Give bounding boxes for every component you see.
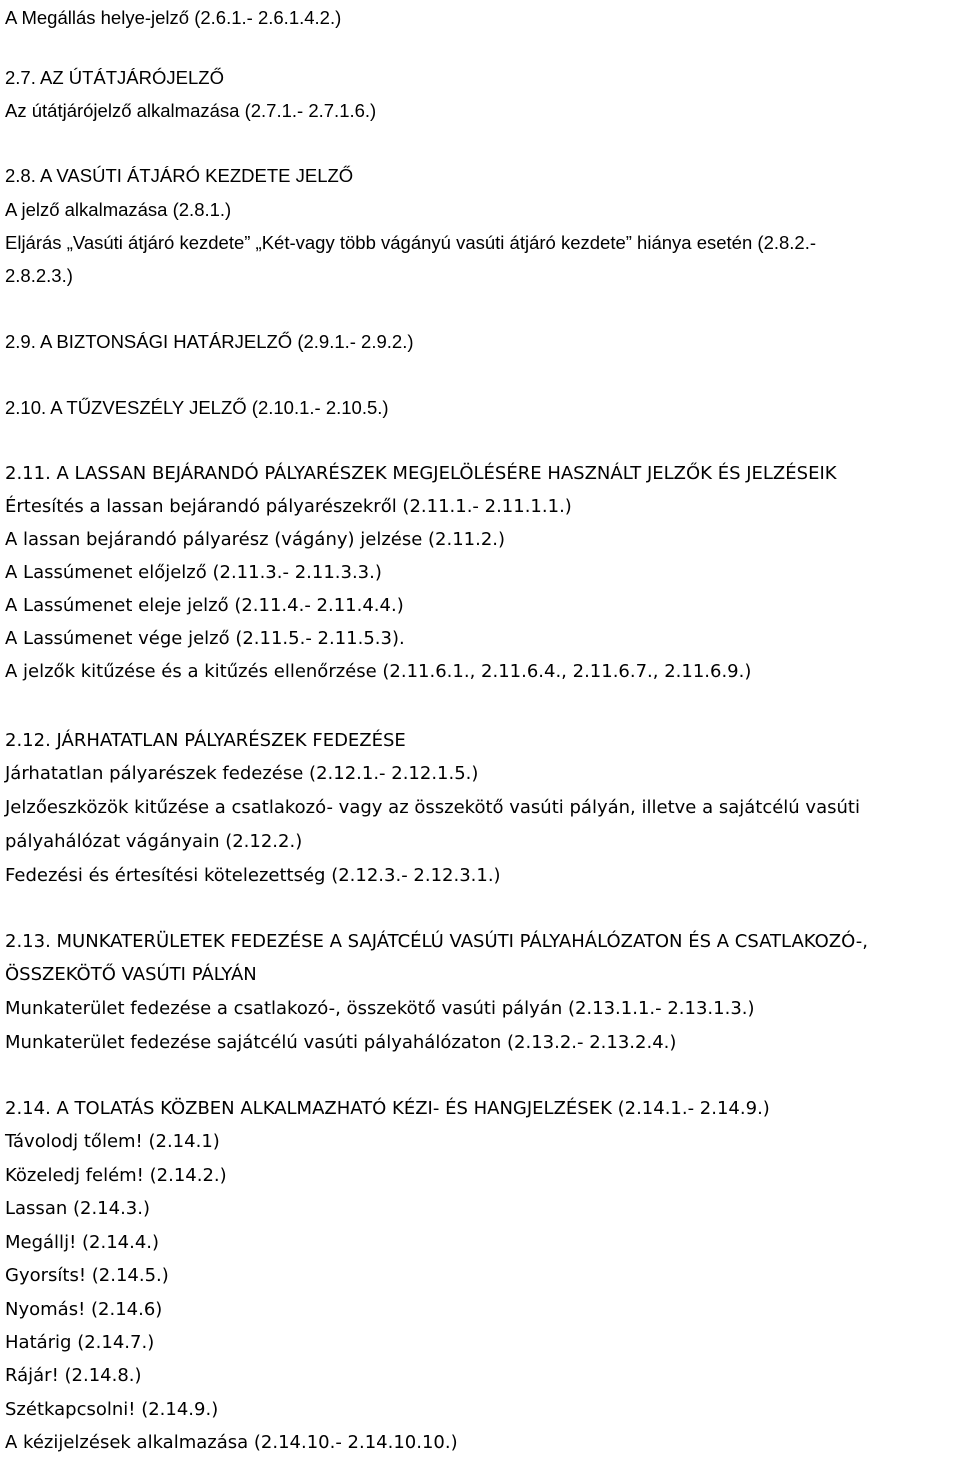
text-line-utatjaro: Az útátjárójelző alkalmazása (2.7.1.- 2.7.1.6.) — [5, 100, 377, 121]
text-line-eljaras-cont: 2.8.2.3.) — [5, 265, 73, 286]
heading-2-12: 2.12. JÁRHATATLAN PÁLYARÉSZEK FEDEZÉSE — [5, 730, 406, 751]
heading-2-11: 2.11. A LASSAN BEJÁRANDÓ PÁLYARÉSZEK MEGJELÖLÉSÉRE HASZNÁLT JELZŐK ÉS JELZÉSEIK — [5, 463, 837, 484]
text-line-munkaterulet-1: Munkaterület fedezése a csatlakozó-, összekötő vasúti pályán (2.13.1.1.- 2.13.1.3.) — [5, 998, 755, 1019]
heading-2-10: 2.10. A TŰZVESZÉLY JELZŐ (2.10.1.- 2.10.5.) — [5, 397, 389, 418]
text-line-vege-jelzo: A Lassúmenet vége jelző (2.11.5.- 2.11.5.3). — [5, 628, 405, 649]
heading-2-8: 2.8. A VASÚTI ÁTJÁRÓ KEZDETE JELZŐ — [5, 165, 354, 186]
text-line-rajar: Rájár! (2.14.8.) — [5, 1365, 142, 1386]
text-line-lassan: Lassan (2.14.3.) — [5, 1198, 150, 1219]
text-line-palyahalozat: pályahálózat vágányain (2.12.2.) — [5, 831, 303, 852]
text-line-tavolodj: Távolodj tőlem! (2.14.1) — [5, 1131, 220, 1152]
text-line-jelzoeszkozok: Jelzőeszközök kitűzése a csatlakozó- vagy az összekötő vasúti pályán, illetve a sajátcélú vasúti — [5, 797, 860, 818]
heading-2-13: 2.13. MUNKATERÜLETEK FEDEZÉSE A SAJÁTCÉLÚ VASÚTI PÁLYAHÁLÓZATON ÉS A CSATLAKOZÓ-, — [5, 931, 868, 952]
text-line-szetkapcsolni: Szétkapcsolni! (2.14.9.) — [5, 1399, 219, 1420]
text-line-fedezesi: Fedezési és értesítési kötelezettség (2.12.3.- 2.12.3.1.) — [5, 865, 501, 886]
text-line-vagany-jelzese: A lassan bejárandó pályarész (vágány) jelzése (2.11.2.) — [5, 529, 506, 550]
text-line-gyorsits: Gyorsíts! (2.14.5.) — [5, 1265, 169, 1286]
heading-2-9: 2.9. A BIZTONSÁGI HATÁRJELZŐ (2.9.1.- 2.9.2.) — [5, 331, 414, 352]
text-line-megallas-helye: A Megállás helye-jelző (2.6.1.- 2.6.1.4.2.) — [5, 7, 342, 28]
text-line-jarhatatlan: Járhatatlan pályarészek fedezése (2.12.1.- 2.12.1.5.) — [5, 763, 479, 784]
heading-2-14: 2.14. A TOLATÁS KÖZBEN ALKALMAZHATÓ KÉZI- ÉS HANGJELZÉSEK (2.14.1.- 2.14.9.) — [5, 1098, 770, 1119]
text-line-megallj: Megállj! (2.14.4.) — [5, 1232, 160, 1253]
text-line-nyomas: Nyomás! (2.14.6) — [5, 1299, 163, 1320]
text-line-kezijelzesek: A kézijelzések alkalmazása (2.14.10.- 2.14.10.10.) — [5, 1432, 458, 1453]
text-line-munkaterulet-2: Munkaterület fedezése sajátcélú vasúti pályahálózaton (2.13.2.- 2.13.2.4.) — [5, 1032, 677, 1053]
text-line-kituzes: A jelzők kitűzése és a kitűzés ellenőrzése (2.11.6.1., 2.11.6.4., 2.11.6.7., 2.11.6.9.) — [5, 661, 752, 682]
heading-2-13-cont: ÖSSZEKÖTŐ VASÚTI PÁLYÁN — [5, 964, 257, 985]
heading-2-7: 2.7. AZ ÚTÁTJÁRÓJELZŐ — [5, 67, 224, 88]
text-line-hatarig: Határig (2.14.7.) — [5, 1332, 155, 1353]
text-line-jelzo-alkalmazasa: A jelző alkalmazása (2.8.1.) — [5, 199, 232, 220]
text-line-elojelzo: A Lassúmenet előjelző (2.11.3.- 2.11.3.3.) — [5, 562, 382, 583]
text-line-eljaras: Eljárás „Vasúti átjáró kezdete” „Két-vagy több vágányú vasúti átjáró kezdete” hiánya esetén (2.8.2.- — [5, 232, 817, 253]
text-line-eleje-jelzo: A Lassúmenet eleje jelző (2.11.4.- 2.11.4.4.) — [5, 595, 404, 616]
text-line-kozeledj: Közeledj felém! (2.14.2.) — [5, 1165, 227, 1186]
text-line-ertesites: Értesítés a lassan bejárandó pályarészekről (2.11.1.- 2.11.1.1.) — [5, 496, 572, 517]
